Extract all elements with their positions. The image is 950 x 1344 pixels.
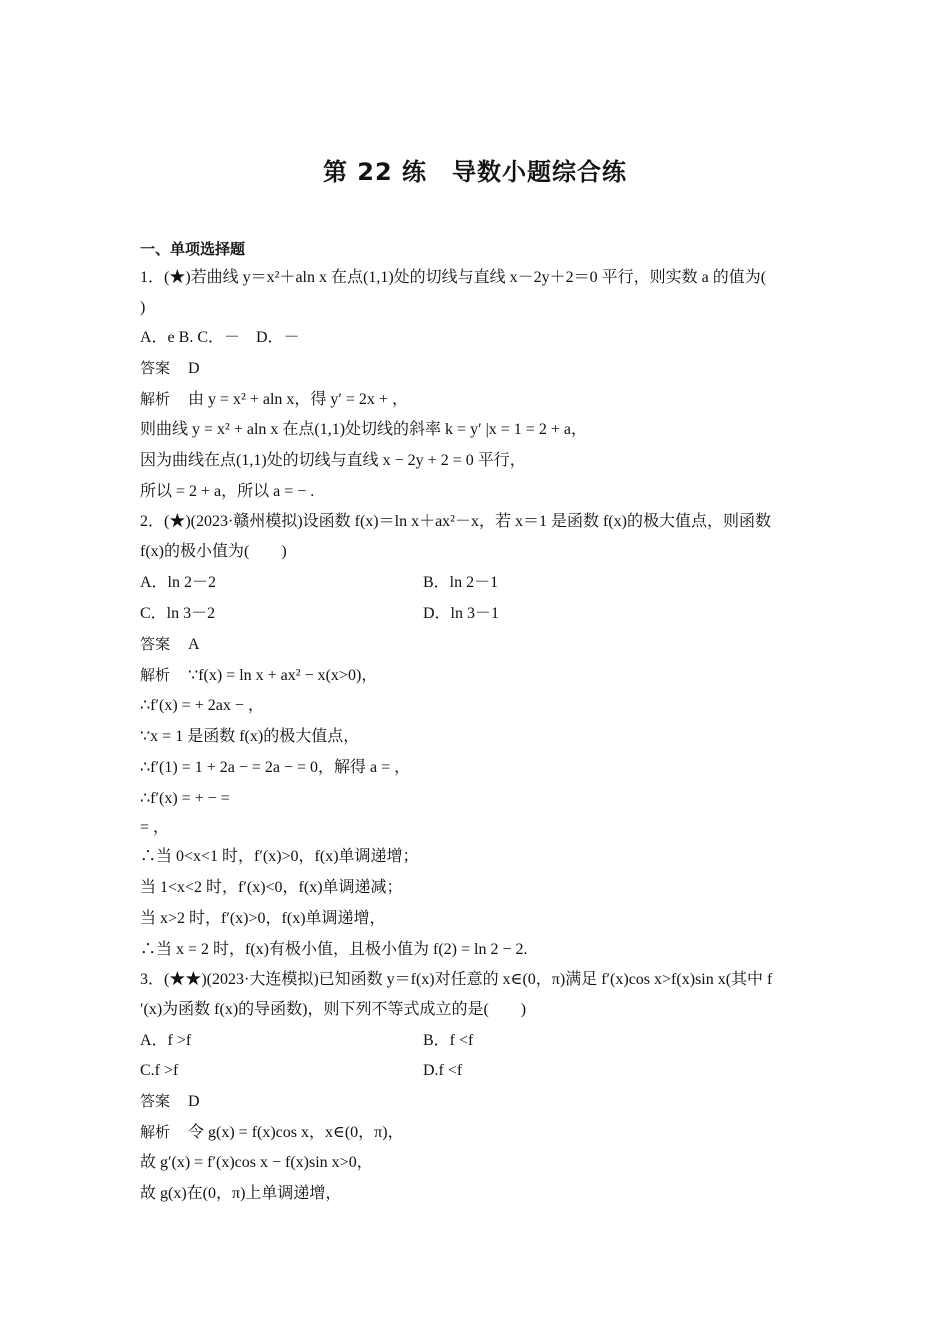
q2-analysis-line: ∴当 x = 2 时，f(x)有极小值，且极小值为 f(2) = ln 2 − 2. [140, 941, 528, 958]
q3-option-b: B．f <f [423, 1032, 474, 1049]
q2-option-a: A．ln 2－2 [140, 574, 217, 591]
q1-options: A．e B. C．－ D．－ [140, 329, 300, 346]
q3-analysis-line: 故 g(x)在(0，π)上单调递增， [140, 1185, 342, 1202]
q2-analysis-line: ∵x = 1 是函数 f(x)的极大值点， [140, 728, 360, 745]
q2-option-b: B．ln 2－1 [423, 574, 499, 591]
answer-label: 答案 [140, 359, 171, 377]
answer-value: D [188, 360, 200, 377]
q3-analysis-line: 解析 令 g(x) = f(x)cos x，x∈(0，π)， [140, 1123, 404, 1141]
q3-analysis-line: 故 g′(x) = f′(x)cos x − f(x)sin x>0， [140, 1154, 373, 1171]
q1-answer [140, 357, 820, 380]
q1-stem: 1．(★)若曲线 y＝x²＋aln x 在点(1,1)处的切线与直线 x－2y＋2＝0 平行，则实数 a 的值为( [140, 269, 767, 286]
q2-analysis-line: ∴当 0<x<1 时，f′(x)>0，f(x)单调递增； [140, 848, 419, 865]
q2-option-c: C．ln 3－2 [140, 605, 216, 622]
q1-analysis-line: 所以 = 2 + a，所以 a = − . [140, 483, 315, 500]
q2-answer [140, 633, 820, 656]
page-title: 第 22 练 导数小题综合练 [322, 158, 628, 186]
q3-option-c: C.f >f [140, 1062, 179, 1079]
q3-answer [140, 1090, 820, 1113]
answer-value: A [188, 636, 200, 653]
q3-option-d: D.f <f [423, 1062, 463, 1079]
answer-value: D [188, 1093, 200, 1110]
answer-label: 答案 [140, 1092, 171, 1110]
q2-stem: 2．(★)(2023·赣州模拟)设函数 f(x)＝ln x＋ax²－x，若 x＝1 是函数 f(x)的极大值点，则函数 [140, 513, 771, 530]
q1-analysis-line: 因为曲线在点(1,1)处的切线与直线 x − 2y + 2 = 0 平行， [140, 452, 526, 469]
q3-option-a: A．f >f [140, 1032, 192, 1049]
q2-analysis-line: ∴f′(x) = + 2ax − ， [140, 697, 264, 714]
q2-analysis-line: 解析 ∵f(x) = ln x + ax² − x(x>0)， [140, 666, 378, 684]
q2-analysis-line: 当 1<x<2 时，f′(x)<0，f(x)单调递减； [140, 879, 403, 896]
answer-label: 答案 [140, 635, 171, 653]
q2-analysis-line: ∴f′(x) = + − = [140, 790, 230, 807]
q2-stem-cont: f(x)的极小值为( ) [140, 543, 287, 560]
analysis-label: 解析 [140, 666, 171, 684]
section-heading: 一、单项选择题 [140, 240, 246, 258]
q3-stem: 3．(★★)(2023·大连模拟)已知函数 y＝f(x)对任意的 x∈(0，π)满足 f′(x)cos x>f(x)sin x(其中 f [140, 971, 773, 988]
q1-stem-cont: ) [140, 299, 146, 316]
q2-analysis-line: 当 x>2 时，f′(x)>0，f(x)单调递增， [140, 910, 386, 927]
analysis-label: 解析 [140, 1123, 171, 1141]
q2-analysis-line: ∴f′(1) = 1 + 2a − = 2a − = 0，解得 a = ， [140, 759, 411, 776]
q1-analysis-line: 则曲线 y = x² + aln x 在点(1,1)处切线的斜率 k = y′ |x = 1 = 2 + a， [140, 421, 587, 438]
q3-stem-cont: ′(x)为函数 f(x)的导函数)，则下列不等式成立的是( ) [140, 1001, 527, 1018]
q2-analysis-line: = ， [140, 819, 170, 836]
q1-analysis-line: 解析 由 y = x² + aln x，得 y′ = 2x + ， [140, 390, 408, 408]
analysis-label: 解析 [140, 390, 171, 408]
q2-option-d: D．ln 3－1 [423, 605, 500, 622]
